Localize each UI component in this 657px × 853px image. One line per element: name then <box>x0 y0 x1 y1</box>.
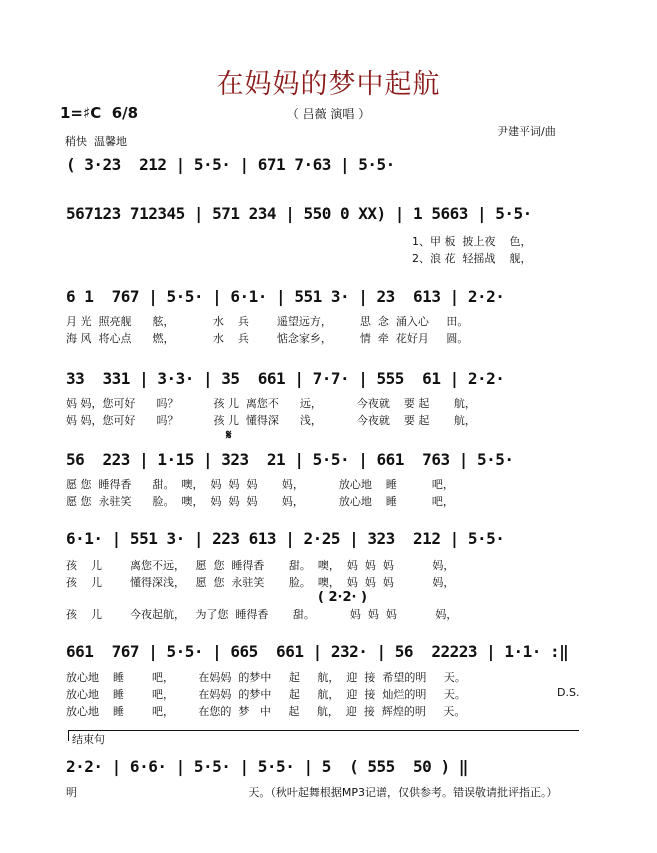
lyric-row-6-verse-1: 孩 儿 离您不远， 愿 您 睡得香 甜。 噢， 妈 妈 妈 妈， <box>66 559 455 572</box>
lyric-row-7-verse-1: 放心地 睡 吧， 在妈妈 的梦中 起 航， 迎 接 希望的明 天。 <box>66 671 466 684</box>
notation-row-2: 567123 712345 | 571 234 | 550 0 XX) | 1 5663 | 5·5· <box>66 204 532 223</box>
lyric-row-7-verse-2: 放心地 睡 吧， 在妈妈 的梦中 起 航， 迎 接 灿烂的明 天。 <box>66 688 466 701</box>
lyric-row-7-verse-3: 放心地 睡 吧， 在您的 梦 中 起 航， 迎 接 辉煌的明 天。 <box>66 705 466 718</box>
lyric-row-5-verse-2: 愿 您 永驻笑 脸。 噢， 妈 妈 妈 妈， 放心地 睡 吧， <box>66 495 454 508</box>
lyric-row-3-verse-2: 海 风 将心点 燃， 水 兵 惦念家乡， 情 牵 花好月 圆。 <box>66 332 469 345</box>
lyric-row-4-verse-1: 妈 妈，您可好 吗？ 孩 儿 离您不 远， 今夜就 要 起 航， <box>66 397 476 410</box>
notation-row-4: 33 331 | 3·3· | 35 661 | 7·7· | 555 61 | 2·2· <box>66 369 505 388</box>
lyric-row-4-verse-2: 妈 妈，您可好 吗？ 孩 儿 懂得深 浅， 今夜就 要 起 航， <box>66 414 476 427</box>
notation-row-1: ( 3·23 212 | 5·5· | 671 7·63 | 5·5· <box>66 155 395 174</box>
notation-row-6: 6·1· | 551 3· | 223 613 | 2·25 | 323 212 | 5·5· <box>66 529 505 548</box>
lyric-row-5-verse-1: 愿 您 睡得香 甜。 噢， 妈 妈 妈 妈， 放心地 睡 吧， <box>66 478 454 491</box>
lyric-row-3-verse-1: 月 光 照亮舰 舷， 水 兵 遥望远方， 思 念 涌入心 田。 <box>66 315 469 328</box>
lyric-row-2-verse-1: 1、甲 板 披上夜 色， <box>412 235 532 248</box>
bracket-note: ( 2·2· ) <box>318 590 367 605</box>
ds-mark: D.S. <box>557 686 580 699</box>
notation-row-coda: 2·2· | 6·6· | 5·5· | 5·5· | 5 ( 555 50 ) ‖ <box>66 757 468 776</box>
coda-bracket <box>68 730 579 741</box>
lyric-row-6-verse-3: 孩 儿 今夜起航， 为了您 睡得香 甜。 妈 妈 妈 妈， <box>66 608 458 621</box>
segno-sign: 𝄋 <box>226 428 232 443</box>
lyric-row-2-verse-2: 2、浪 花 轻摇战 舰， <box>412 252 532 265</box>
song-title: 在妈妈的梦中起航 <box>216 69 441 100</box>
lyric-row-coda: 明 天。（秋叶起舞根据MP3记谱，仅供参考。错误敬请批评指正。） <box>66 786 558 799</box>
key-signature: 1=♯C 6/8 <box>60 104 139 122</box>
notation-row-5: 56 223 | 1·15 | 323 21 | 5·5· | 661 763 | 5·5· <box>66 450 514 469</box>
notation-row-3: 6 1 767 | 5·5· | 6·1· | 551 3· | 23 613 | 2·2· <box>66 287 505 306</box>
singer-credit: （ 吕薇 演唱 ） <box>286 107 371 121</box>
coda-label: 结束句 <box>72 733 105 746</box>
tempo-mark: 稍快 温馨地 <box>65 135 127 148</box>
lyric-row-6-verse-2: 孩 儿 懂得深浅， 愿 您 永驻笑 脸。 噢， 妈 妈 妈 妈， <box>66 576 455 589</box>
author-credit: 尹建平词/曲 <box>497 125 556 138</box>
notation-row-7: 661 767 | 5·5· | 665 661 | 232· | 56 22223 | 1·1· :‖ <box>66 642 569 661</box>
